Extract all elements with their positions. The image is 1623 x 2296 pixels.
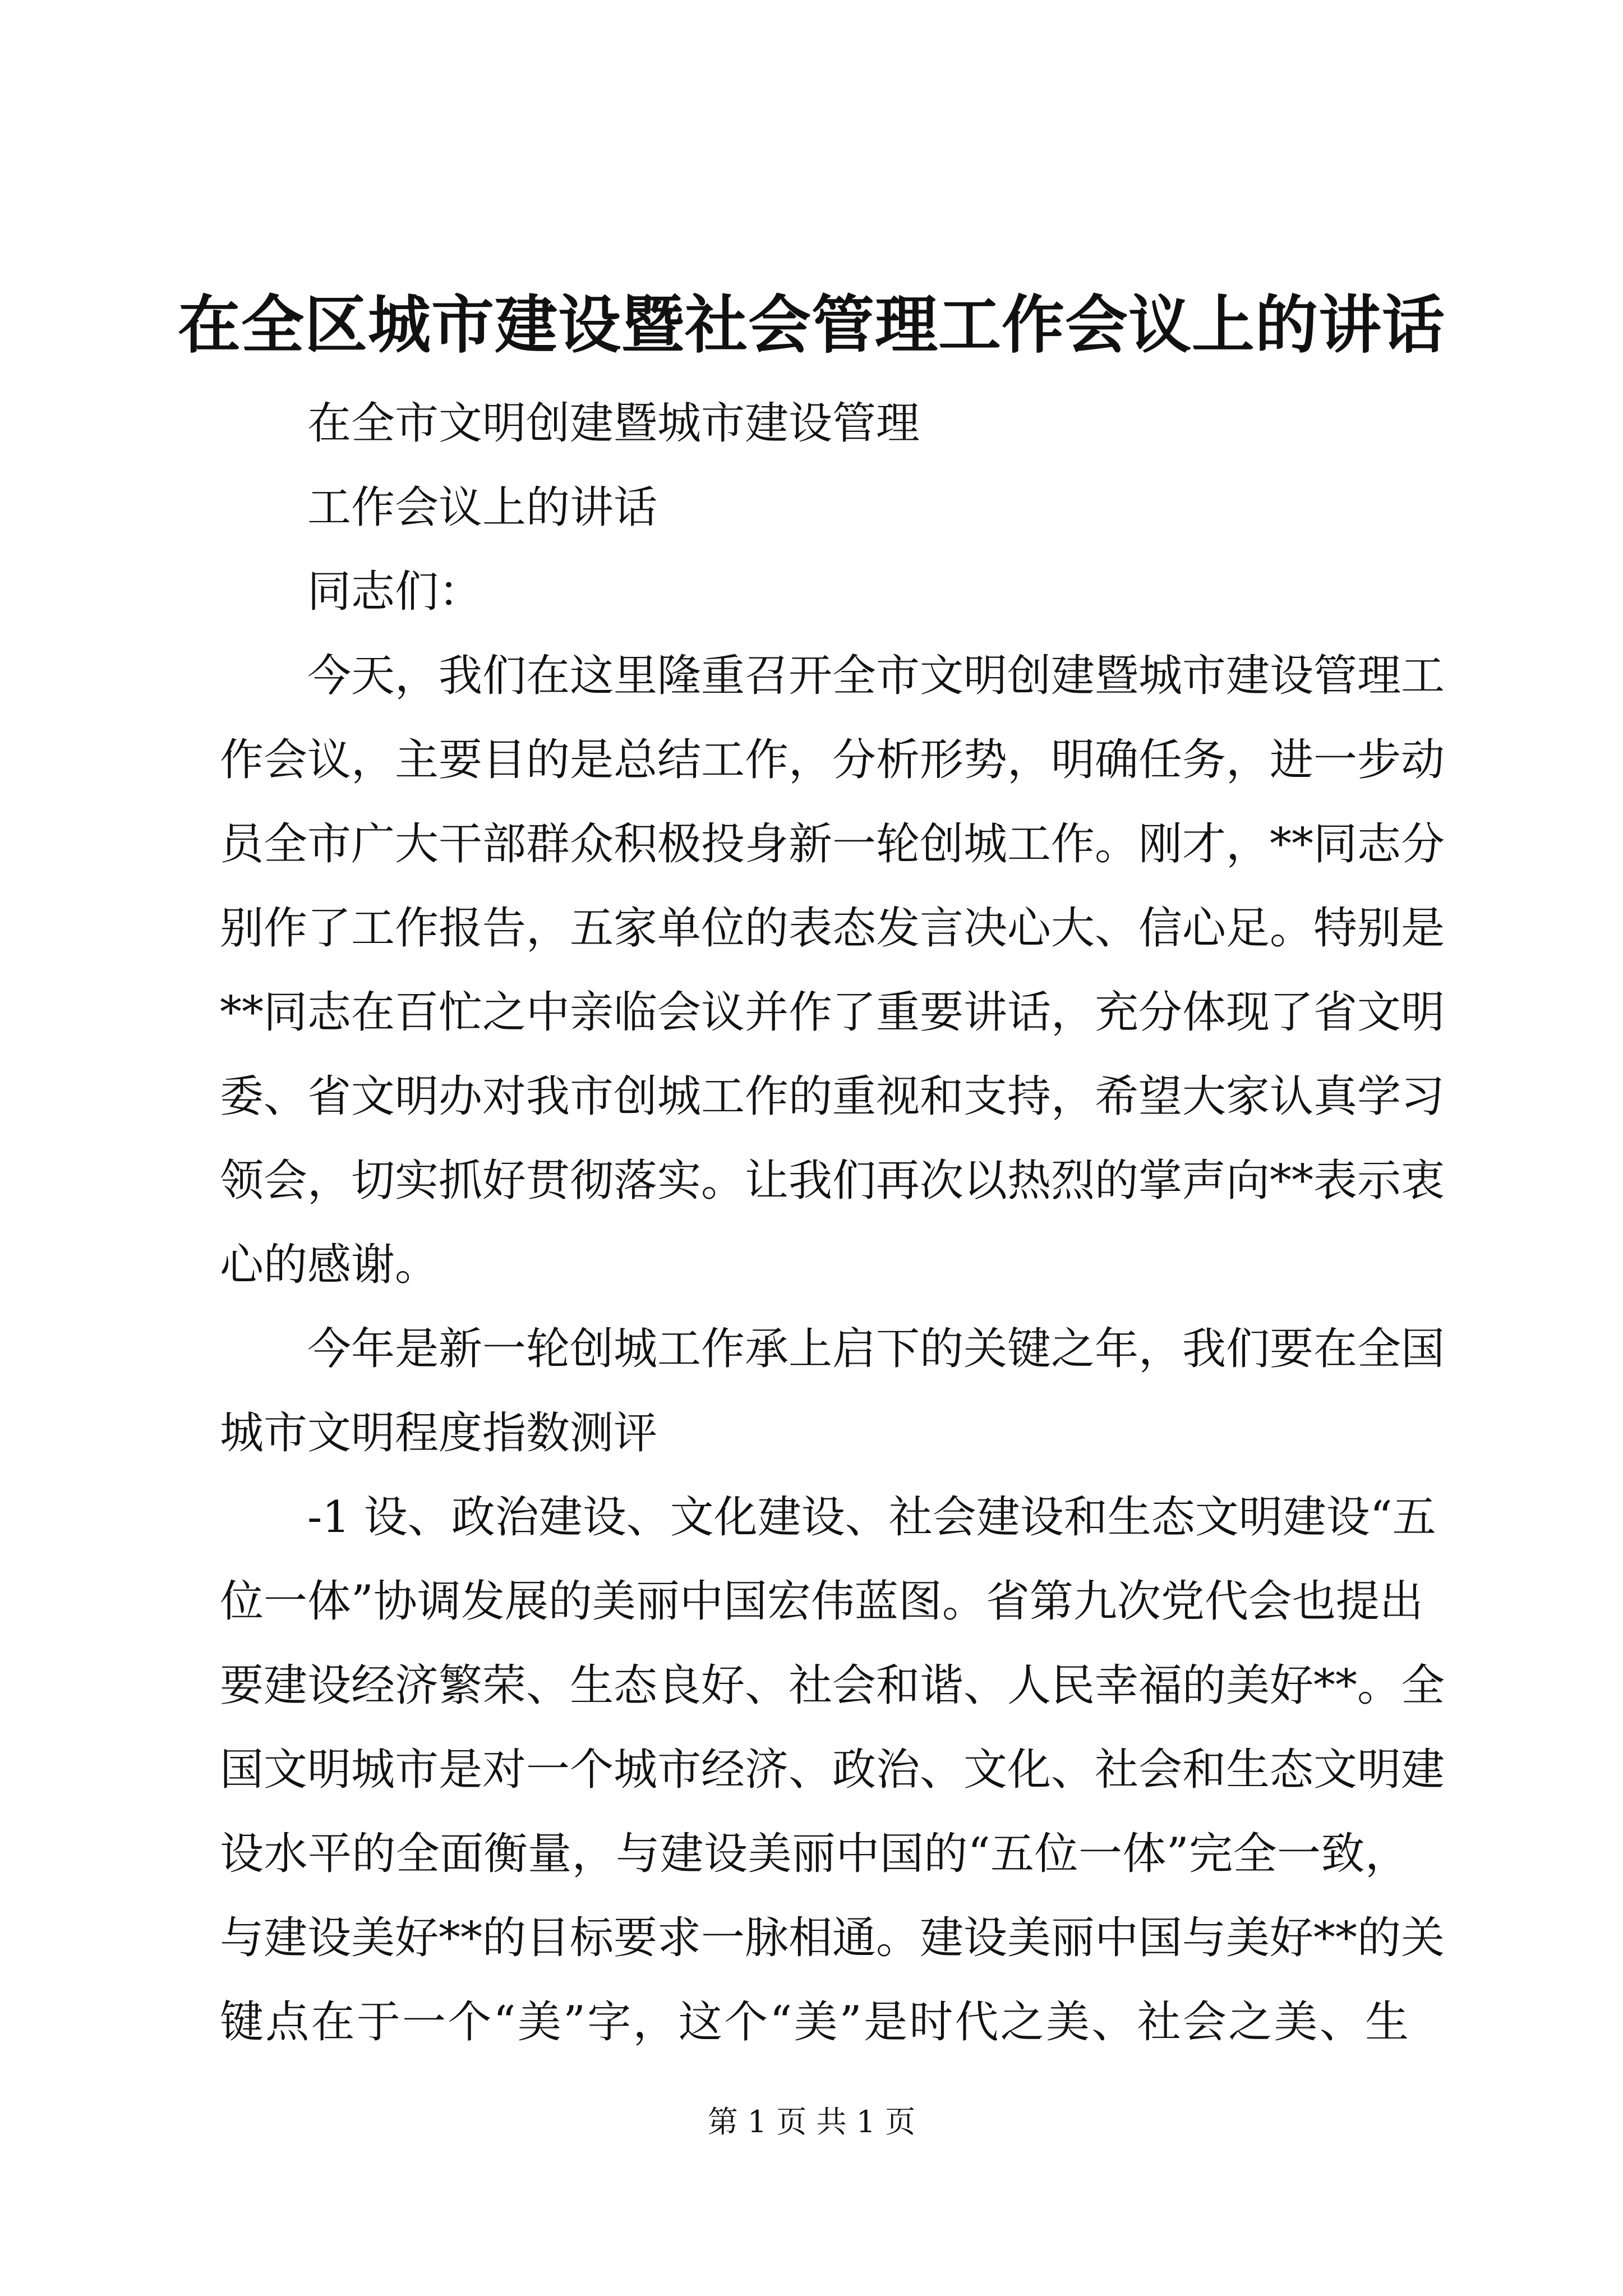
body-line: 工作会议上的讲话	[307, 482, 658, 533]
body-line: 心的感谢。	[220, 1240, 439, 1290]
body-line: 领会，切实抓好贯彻落实。让我们再次以热烈的掌声向**表示衷	[220, 1156, 1445, 1206]
body-line: **同志在百忙之中亲临会议并作了重要讲话，充分体现了省文明	[220, 987, 1445, 1038]
body-line: 今天，我们在这里隆重召开全市文明创建暨城市建设管理工	[307, 651, 1445, 701]
body-line: 作会议，主要目的是总结工作，分析形势，明确任务，进一步动	[220, 735, 1445, 785]
body-line: 别作了工作报告，五家单位的表态发言决心大、信心足。特别是	[220, 903, 1445, 954]
document-body	[220, 381, 1445, 2064]
page-footer	[0, 2102, 1623, 2142]
body-line: 委、省文明办对我市创城工作的重视和支持，希望大家认真学习	[220, 1071, 1445, 1122]
body-line: 键点在于一个“美”字，这个“美”是时代之美、社会之美、生	[220, 1997, 1409, 2047]
body-line: 员全市广大干部群众积极投身新一轮创城工作。刚才，**同志分	[220, 819, 1445, 869]
body-line: 今年是新一轮创城工作承上启下的关键之年，我们要在全国	[307, 1324, 1445, 1374]
body-line: 要建设经济繁荣、生态良好、社会和谐、人民幸福的美好**。全	[220, 1660, 1445, 1711]
document-title: 在全区城市建设暨社会管理工作会议上的讲话	[178, 288, 1445, 362]
body-line: 设水平的全面衡量，与建设美丽中国的“五位一体”完全一致，	[220, 1829, 1409, 1879]
body-line: 国文明城市是对一个城市经济、政治、文化、社会和生态文明建	[220, 1745, 1445, 1795]
body-line: 与建设美好**的目标要求一脉相通。建设美丽中国与美好**的关	[220, 1913, 1445, 1963]
body-line: 城市文明程度指数测评	[220, 1408, 658, 1458]
body-line: 在全市文明创建暨城市建设管理	[307, 398, 920, 449]
page-number-label: 第 1 页 共 1 页	[707, 2104, 916, 2139]
body-line: 同志们：	[307, 567, 483, 617]
body-line: -1 设、政治建设、文化建设、社会建设和生态文明建设“五	[307, 1492, 1436, 1543]
body-line: 位一体”协调发展的美丽中国宏伟蓝图。省第九次党代会也提出	[220, 1576, 1423, 1627]
